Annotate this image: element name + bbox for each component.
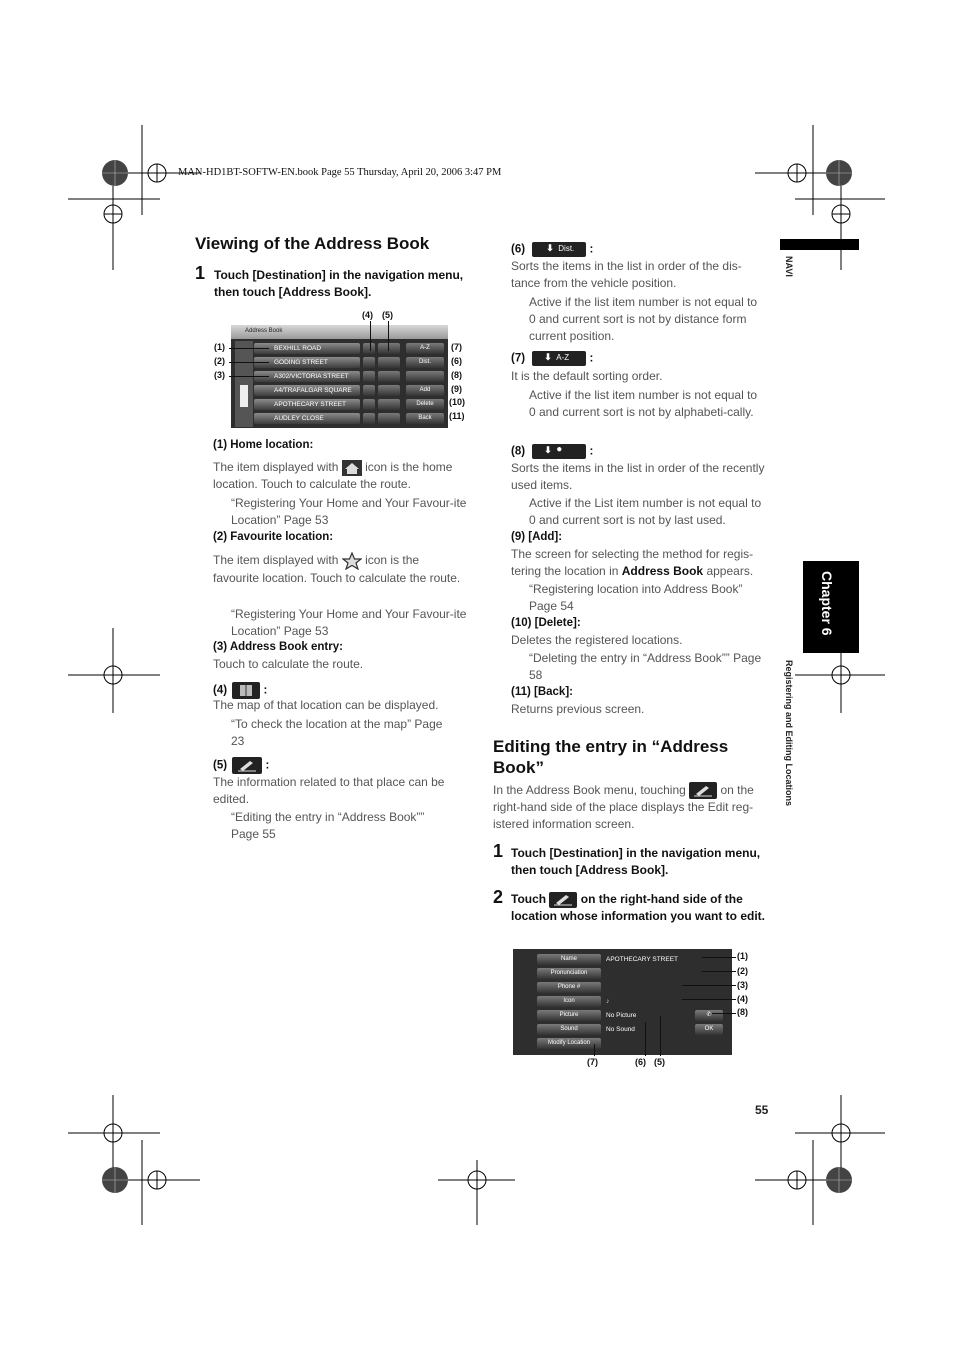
back-button[interactable]: Back	[406, 413, 444, 424]
sort-az-button[interactable]: A-Z	[406, 343, 444, 354]
item-label-5: (5) :	[213, 757, 269, 774]
edit-icon	[689, 782, 717, 799]
file-info-header: MAN-HD1BT-SOFTW-EN.book Page 55 Thursday, April 20, 2006 3:47 PM	[178, 167, 502, 178]
navi-bar	[780, 239, 859, 250]
callout: (6)	[451, 356, 462, 366]
step-number: 1	[493, 841, 504, 861]
cross-reference: “Registering Your Home and Your Favour-ite Location” Page 53	[231, 496, 467, 527]
callout: (1)	[214, 342, 225, 352]
item-label-7: (7) ⬇ A-Z :	[511, 352, 594, 365]
item-text: The map of that location can be displayed.	[213, 698, 439, 712]
picture-button[interactable]: Picture	[537, 1010, 601, 1021]
item-text: Returns previous screen.	[511, 702, 645, 716]
chapter-tab	[803, 561, 859, 653]
callout: (9)	[451, 384, 462, 394]
callout: (8)	[451, 370, 462, 380]
list-item[interactable]: BEXHILL ROAD	[254, 343, 360, 354]
cross-reference: “Registering Your Home and Your Favour-ite Location” Page 53	[231, 607, 467, 638]
icon-value: ♪	[606, 998, 610, 1005]
icon-button[interactable]: Icon	[537, 996, 601, 1007]
edit-icon[interactable]	[378, 371, 400, 382]
item-label: (1) Home location:	[213, 439, 314, 451]
callout: (3)	[214, 370, 225, 380]
sort-recent-icon: ⬇ ●	[532, 444, 586, 459]
callout: (1)	[737, 951, 748, 961]
list-item[interactable]: APOTHECARY STREET	[254, 399, 360, 410]
map-icon[interactable]	[363, 413, 375, 424]
step-number: 2	[493, 887, 504, 907]
item-text: It is the default sorting order.	[511, 369, 663, 383]
item-text: Sorts the items in the list in order of the dis-tance from the vehicle position.	[511, 259, 742, 290]
item-note: Active if the list item number is not equal to 0 and current sort is not by alphabeti-cally.	[529, 388, 758, 419]
edit-screenshot	[513, 949, 732, 1055]
star-icon	[342, 552, 362, 570]
phone-button[interactable]: Phone #	[537, 982, 601, 993]
step-text: Touch [Destination] in the navigation menu, then touch [Address Book].	[214, 268, 464, 299]
map-icon[interactable]	[363, 385, 375, 396]
callout: (6)	[635, 1057, 646, 1067]
callout: (2)	[214, 356, 225, 366]
edit-icon[interactable]	[378, 399, 400, 410]
item-label: (11) [Back]:	[511, 686, 573, 698]
cross-reference: “Deleting the entry in “Address Book”” Page 58	[529, 651, 762, 682]
name-value: APOTHECARY STREET	[606, 956, 678, 963]
section-title-editing: Editing the entry in “Address Book”	[493, 737, 729, 777]
edit-icon[interactable]	[378, 357, 400, 368]
sort-dist-icon: ⬇ Dist.	[532, 242, 586, 257]
item-label: (3) Address Book entry:	[213, 641, 343, 653]
item-text: Sorts the items in the list in order of the recently used items.	[511, 461, 765, 492]
page-number: 55	[755, 1103, 769, 1117]
phone-call-icon[interactable]: ✆	[695, 1010, 723, 1021]
item-text: The information related to that place can be edited.	[213, 775, 445, 806]
ok-button[interactable]: OK	[695, 1024, 723, 1035]
section-label: Registering and Editing Locations	[784, 660, 794, 807]
sort-dist-button[interactable]: Dist.	[406, 357, 444, 368]
navi-label: NAVI	[784, 256, 794, 277]
callout: (10)	[449, 397, 466, 407]
modify-location-button[interactable]: Modify Location	[537, 1038, 601, 1049]
map-icon[interactable]	[363, 357, 375, 368]
list-item[interactable]: GODING STREET	[254, 357, 360, 368]
callout: (8)	[737, 1007, 748, 1017]
map-icon[interactable]	[363, 399, 375, 410]
edit-icon[interactable]	[378, 413, 400, 424]
map-icon[interactable]	[363, 343, 375, 354]
edit-icon[interactable]	[378, 385, 400, 396]
item-text: Touch to calculate the route.	[213, 657, 364, 671]
callout: (2)	[737, 966, 748, 976]
sort-recent-button[interactable]	[406, 371, 444, 382]
item-label-8: (8) ⬇ ● :	[511, 444, 594, 458]
pronunciation-button[interactable]: Pronunciation	[537, 968, 601, 979]
list-item[interactable]: AUDLEY CLOSE	[254, 413, 360, 424]
item-note: Active if the List item number is not equal to 0 and current sort is not by last used.	[529, 496, 762, 527]
edit-icon	[549, 892, 577, 908]
item-label: (10) [Delete]:	[511, 617, 581, 629]
section-title-viewing: Viewing of the Address Book	[195, 234, 430, 253]
sort-az-icon: ⬇ A-Z	[532, 351, 586, 366]
callout: (5)	[382, 310, 393, 320]
step-text: Touch on the right-hand side of the location whose information you want to edit.	[511, 892, 766, 923]
item-text: The screen for selecting the method for regis-tering the location in Address Book appears.	[511, 547, 754, 578]
intro-text: In the Address Book menu, touching on the right-hand side of the place displays the Edit reg-istered information screen.	[493, 783, 754, 832]
cross-reference: “Registering location into Address Book” Page 54	[529, 582, 743, 613]
edit-icon	[232, 757, 262, 774]
home-icon	[342, 460, 362, 476]
callout: (3)	[737, 980, 748, 990]
item-text: The item displayed with icon is the home location. Touch to calculate the route.	[213, 460, 453, 491]
sound-button[interactable]: Sound	[537, 1024, 601, 1035]
callout: (4)	[737, 994, 748, 1004]
callout: (11)	[449, 411, 465, 421]
callout: (7)	[587, 1057, 598, 1067]
cross-reference: “To check the location at the map” Page 23	[231, 717, 443, 748]
sound-value: No Sound	[606, 1026, 635, 1033]
callout: (5)	[654, 1057, 665, 1067]
name-button[interactable]: Name	[537, 954, 601, 965]
chapter-label: Chapter 6	[819, 571, 835, 636]
item-note: Active if the list item number is not equal to 0 and current sort is not by distance form current position.	[529, 295, 758, 343]
screen-title: Address Book	[245, 328, 283, 334]
item-text: Deletes the registered locations.	[511, 633, 683, 647]
navi-label-wrap	[782, 256, 796, 296]
list-item[interactable]: A302/VICTORIA STREET	[254, 371, 360, 382]
item-label: (9) [Add]:	[511, 531, 563, 543]
item-label-4: (4) :	[213, 682, 267, 699]
add-button[interactable]: Add	[406, 385, 444, 396]
delete-button[interactable]: Delete	[406, 399, 444, 410]
map-icon[interactable]	[363, 371, 375, 382]
step-text: Touch [Destination] in the navigation menu, then touch [Address Book].	[511, 846, 761, 877]
picture-value: No Picture	[606, 1012, 637, 1019]
step-number: 1	[195, 263, 206, 283]
edit-icon[interactable]	[378, 343, 400, 354]
callout: (7)	[451, 342, 462, 352]
cross-reference: “Editing the entry in “Address Book”” Page 55	[231, 810, 425, 841]
callout: (4)	[362, 310, 373, 320]
item-label-6: (6) ⬇ Dist. :	[511, 243, 594, 256]
item-label: (2) Favourite location:	[213, 531, 334, 543]
list-item[interactable]: A4/TRAFALGAR SQUARE	[254, 385, 360, 396]
item-text: The item displayed with icon is the favourite location. Touch to calculate the route.	[213, 553, 461, 585]
